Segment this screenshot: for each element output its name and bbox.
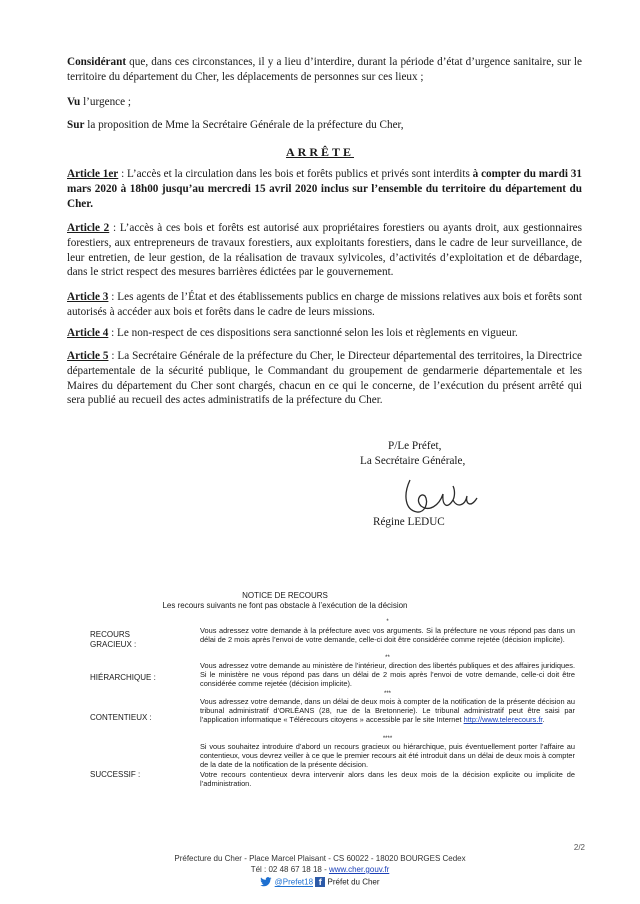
notice-text-gracieux: Vous adressez votre demande à la préfecture avec vos arguments. Si la préfecture ne vous répond pas dans un délai de 2 mois après l’envoi de votre demande, celle-ci doit être considérée comme rejetée (décision implicite). [200, 626, 575, 645]
vu-lead: Vu [67, 96, 81, 108]
signatory-name: Régine LEDUC [373, 516, 445, 528]
notice-title: NOTICE DE RECOURS [242, 591, 328, 600]
twitter-icon [260, 877, 272, 887]
article-5-label: Article 5 [67, 350, 109, 362]
article-5 [67, 349, 582, 408]
article-2-label: Article 2 [67, 222, 110, 234]
sur-paragraph [67, 118, 582, 133]
article-4-label: Article 4 [67, 327, 109, 339]
article-3-text: : Les agents de l’État et des établissements publics en charge de missions relatives aux bois et forêts sont autorisés à accéder aux bois et forêts dans le cadre de leurs missions. [67, 291, 582, 318]
notice-label-contentieux: CONTENTIEUX : [90, 713, 152, 722]
facebook-page-link[interactable]: Préfet du Cher [327, 877, 380, 887]
notice-stars-1: * [386, 619, 389, 625]
footer-website-link[interactable]: www.cher.gouv.fr [328, 865, 390, 874]
considerant-text: que, dans ces circonstances, il y a lieu d’interdire, durant la période d’état d’urgence sanitaire, sur le territoire du département du Cher, les déplacements de personnes sur ces lieux ; [67, 56, 582, 83]
article-4 [67, 326, 582, 341]
notice-text-contentieux [200, 697, 575, 725]
article-3-label: Article 3 [67, 291, 109, 303]
vu-paragraph [67, 95, 582, 110]
notice-label-hierarchique: HIÉRARCHIQUE : [90, 673, 156, 682]
notice-stars-3: *** [383, 691, 391, 697]
notice-text-hierarchique: Vous adressez votre demande au ministère de l’intérieur, direction des libertés publiques et des affaires juridiques. Si le ministère ne vous répond pas dans un délai de 2 mois après l’envoi de votre demande, celle-ci doit être considérée comme rejetée (décision implicite). [200, 661, 575, 689]
article-1-label: Article 1er [67, 168, 119, 180]
article-5-text: : La Secrétaire Générale de la préfecture du Cher, le Directeur départemental des territoires, la Directrice départementale de la sécurité publique, le Commandant du groupement de gendarmerie départementale et les Maires du département du Cher sont chargés, chacun en ce qui le concerne, de l’exécution du présent arrêté qui sera publié au recueil des actes administratifs de la préfecture du Cher. [67, 350, 583, 407]
footer-tel: Tél : 02 48 67 18 18 - [250, 865, 329, 874]
successif-text: Si vous souhaitez introduire d’abord un recours gracieux ou hiérarchique, puis éventuellement porter l’affaire au contentieux, vous devrez veiller à ce que le premier recours ait été introduit dans un délai de deux mois à compter de la date de la notification de la présente décision. [200, 742, 575, 770]
notice-stars-2: ** [385, 655, 390, 661]
arrete-title: ARRÊTE [285, 145, 354, 159]
notice-subtitle: Les recours suivants ne font pas obstacle à l’exécution de la décision [162, 601, 408, 610]
page-number: 2/2 [573, 843, 585, 852]
footer-social [0, 877, 640, 887]
twitter-handle-link[interactable]: @Prefet18 [274, 877, 314, 887]
article-1-bold-text: à compter du mardi 31 mars 2020 à 18h00 jusqu’au mercredi 15 avril 2020 inclus sur l’ensemble du territoire du département du Cher. [67, 168, 582, 210]
article-1-text: : L’accès et la circulation dans les bois et forêts publics et privés sont interdits [118, 168, 473, 180]
notice-text-successif [200, 742, 575, 788]
signature-line-1: P/Le Préfet, [388, 440, 442, 452]
article-3 [67, 290, 582, 320]
vu-text: l’urgence ; [80, 96, 132, 108]
signature-line-2: La Secrétaire Générale, [360, 455, 466, 467]
facebook-icon: f [315, 877, 325, 887]
telerecours-link[interactable]: http://www.telerecours.fr [463, 715, 543, 725]
article-2 [67, 221, 582, 280]
sur-text: la proposition de Mme la Secrétaire Générale de la préfecture du Cher, [84, 119, 404, 131]
sur-lead: Sur [67, 119, 85, 131]
notice-stars-4: **** [382, 736, 393, 742]
considerant-paragraph [67, 55, 582, 85]
contentieux-text: Vous adressez votre demande, dans un délai de deux mois à compter de la notification de la présente décision au tribunal administratif d’ORLÉANS (28, rue de la Bretonnerie). Le tribunal administratif peut être saisi par l’application informatique « Télérecours citoyens » accessible par le site Internet [200, 697, 575, 725]
article-4-text: : Le non-respect de ces dispositions sera sanctionné selon les lois et règlements en vigueur. [108, 327, 518, 339]
footer-address: Préfecture du Cher - Place Marcel Plaisant - CS 60022 - 18020 BOURGES Cedex [174, 854, 466, 863]
article-2-text: : L’accès à ces bois et forêts est autorisé aux propriétaires forestiers ou ayants droit, aux gestionnaires forestiers, aux entrepreneurs de travaux forestiers, aux exploitants forestiers, dans le cadre de leur surveillance, de leur entretien, de leur gestion, de la réalisation de travaux sylvicoles, d’activités d’exploitation et de débardage, dans le strict respect des mesures barrières édictées par le gouvernement. [67, 222, 582, 279]
considerant-lead: Considérant [67, 56, 127, 68]
handwritten-signature [395, 470, 495, 518]
contentieux-after-link: . [542, 715, 545, 725]
successif-text-2: Votre recours contentieux devra intervenir alors dans les deux mois de la décision explicite ou implicite de l’administration. [200, 769, 575, 788]
article-1 [67, 167, 582, 211]
footer-contact [0, 865, 640, 874]
notice-label-gracieux: RECOURS GRACIEUX : [90, 630, 137, 649]
notice-label-successif: SUCCESSIF : [90, 770, 141, 779]
